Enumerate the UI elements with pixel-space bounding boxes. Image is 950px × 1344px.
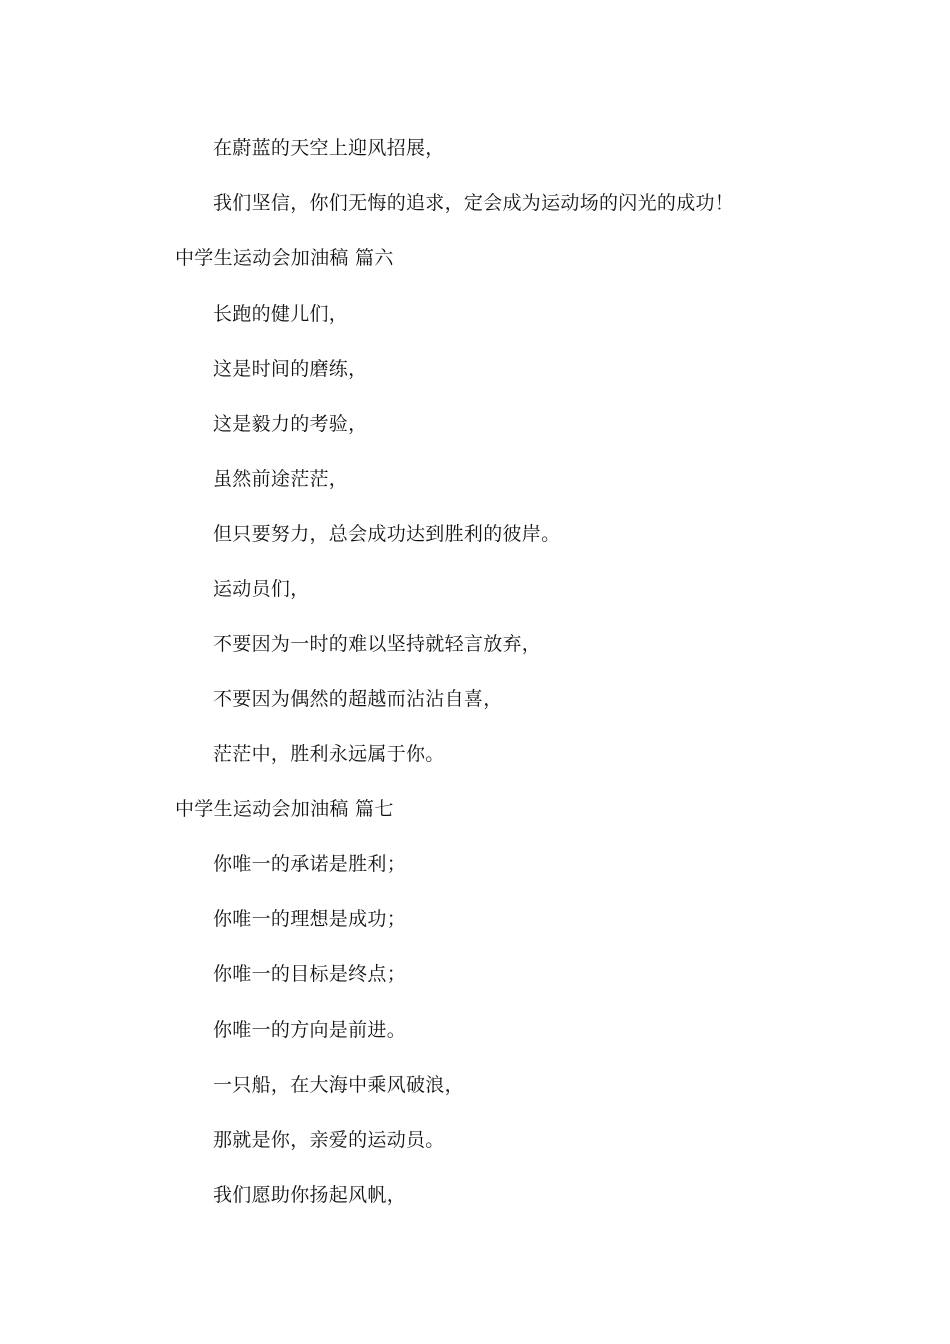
section-heading-6: 中学生运动会加油稿 篇六 — [175, 247, 394, 269]
paragraph-line: 虽然前途茫茫， — [213, 468, 349, 490]
paragraph-line: 我们坚信，你们无悔的追求，定会成为运动场的闪光的成功！ — [213, 192, 735, 214]
paragraph-line: 不要因为偶然的超越而沾沾自喜， — [213, 688, 503, 710]
paragraph-line: 你唯一的承诺是胜利； — [213, 853, 407, 875]
paragraph-line: 在蔚蓝的天空上迎风招展， — [213, 137, 445, 159]
paragraph-line: 不要因为一时的难以坚持就轻言放弃， — [213, 633, 542, 655]
paragraph-line: 那就是你，亲爱的运动员。 — [213, 1129, 445, 1151]
paragraph-line: 我们愿助你扬起风帆， — [213, 1184, 407, 1206]
section-heading-7: 中学生运动会加油稿 篇七 — [175, 798, 394, 820]
paragraph-line: 茫茫中，胜利永远属于你。 — [213, 743, 445, 765]
paragraph-line: 你唯一的理想是成功； — [213, 908, 407, 930]
paragraph-line: 你唯一的方向是前进。 — [213, 1019, 407, 1041]
paragraph-line: 但只要努力，总会成功达到胜利的彼岸。 — [213, 523, 561, 545]
paragraph-line: 这是毅力的考验， — [213, 413, 368, 435]
paragraph-line: 长跑的健儿们， — [213, 303, 349, 325]
paragraph-line: 一只船，在大海中乘风破浪， — [213, 1074, 464, 1096]
paragraph-line: 你唯一的目标是终点； — [213, 963, 407, 985]
paragraph-line: 运动员们， — [213, 578, 310, 600]
paragraph-line: 这是时间的磨练， — [213, 358, 368, 380]
